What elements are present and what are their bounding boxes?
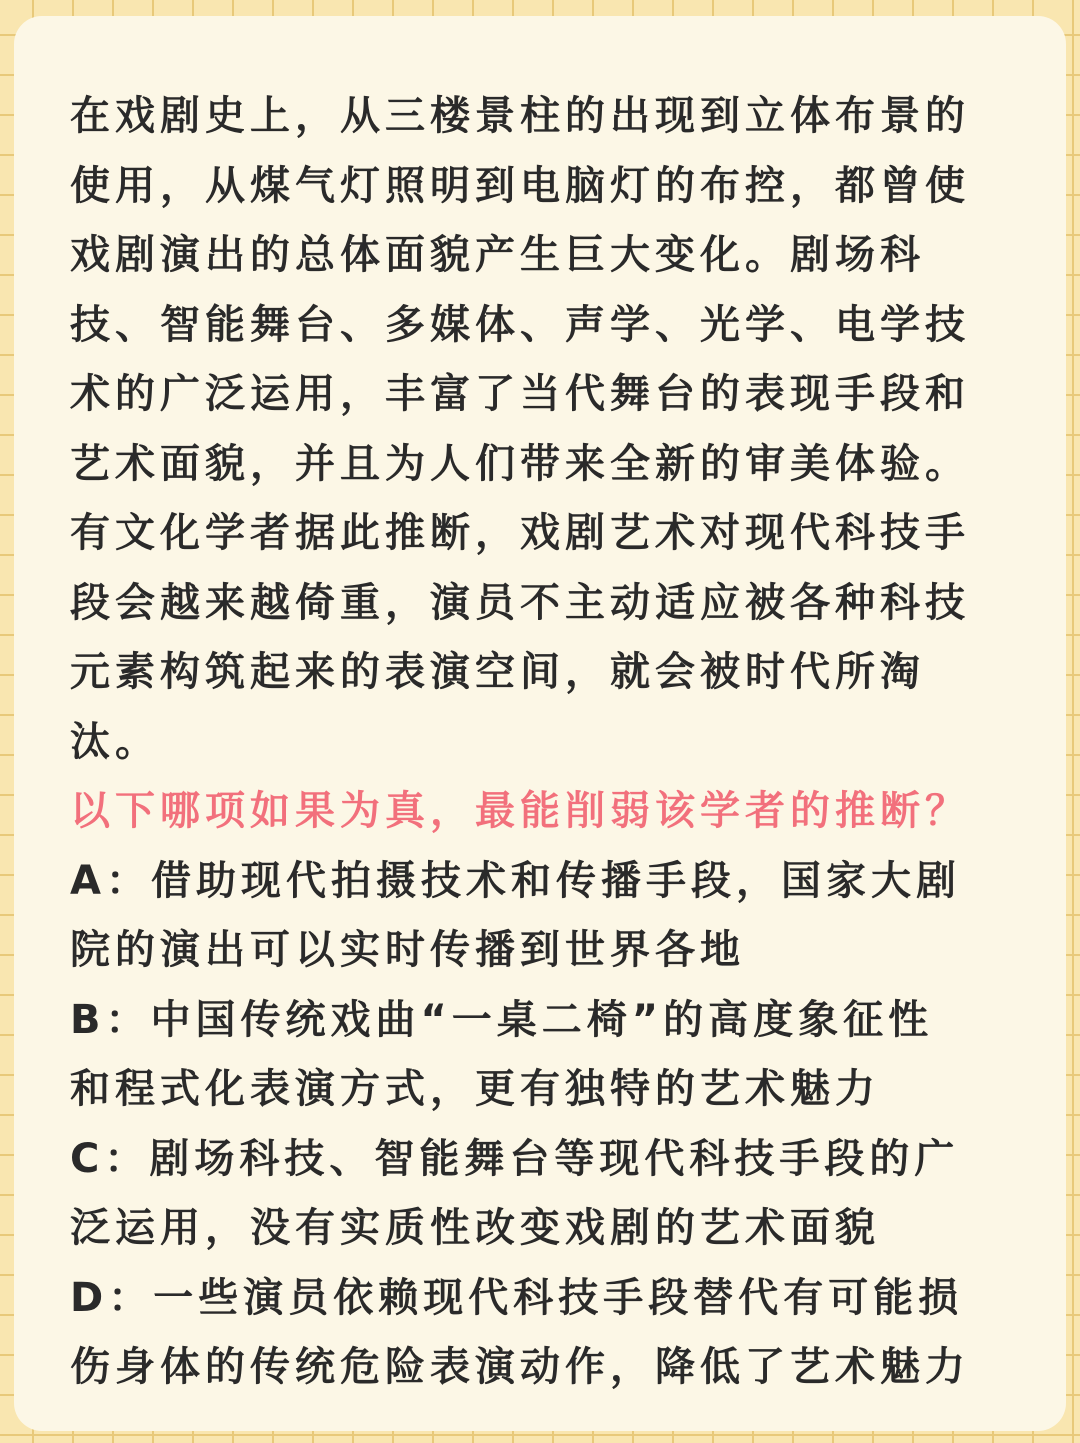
option-d-line-1: D：一些演员依赖现代科技手段替代有可能损: [70, 1274, 964, 1321]
passage-line: 术的广泛运用，丰富了当代舞台的表现手段和: [70, 371, 970, 417]
passage: [70, 82, 1016, 777]
passage-line: 有文化学者据此推断，戏剧艺术对现代科技手: [70, 510, 970, 556]
option-a-line-1: A：借助现代拍摄技术和传播手段，国家大剧: [70, 857, 961, 904]
option-b-line-2: 和程式化表演方式，更有独特的艺术魅力: [70, 1066, 880, 1112]
content-card: [14, 16, 1066, 1431]
option-a-line-2: 院的演出可以实时传播到世界各地: [70, 927, 745, 973]
passage-line: 戏剧演出的总体面貌产生巨大变化。剧场科: [70, 232, 925, 278]
passage-line: 艺术面貌，并且为人们带来全新的审美体验。: [70, 440, 970, 487]
passage-line: 段会越来越倚重，演员不主动适应被各种科技: [70, 579, 970, 626]
options-list: [70, 847, 1016, 1403]
passage-line: 技、智能舞台、多媒体、声学、光学、电学技: [70, 301, 970, 348]
option-c-line-2: 泛运用，没有实质性改变戏剧的艺术面貌: [70, 1205, 880, 1251]
option-d-line-2: 伤身体的传统危险表演动作，降低了艺术魅力: [70, 1344, 970, 1390]
passage-line: 在戏剧史上，从三楼景柱的出现到立体布景的: [70, 93, 970, 139]
option-b-line-1: B：中国传统戏曲“一桌二椅”的高度象征性: [70, 996, 934, 1043]
passage-line: 使用，从煤气灯照明到电脑灯的布控，都曾使: [70, 162, 970, 209]
passage-line: 元素构筑起来的表演空间，就会被时代所淘: [70, 649, 925, 695]
question-text: 以下哪项如果为真，最能削弱该学者的推断？: [70, 788, 970, 834]
passage-line: 汰。: [70, 718, 160, 765]
option-c-line-1: C：剧场科技、智能舞台等现代科技手段的广: [70, 1135, 960, 1182]
